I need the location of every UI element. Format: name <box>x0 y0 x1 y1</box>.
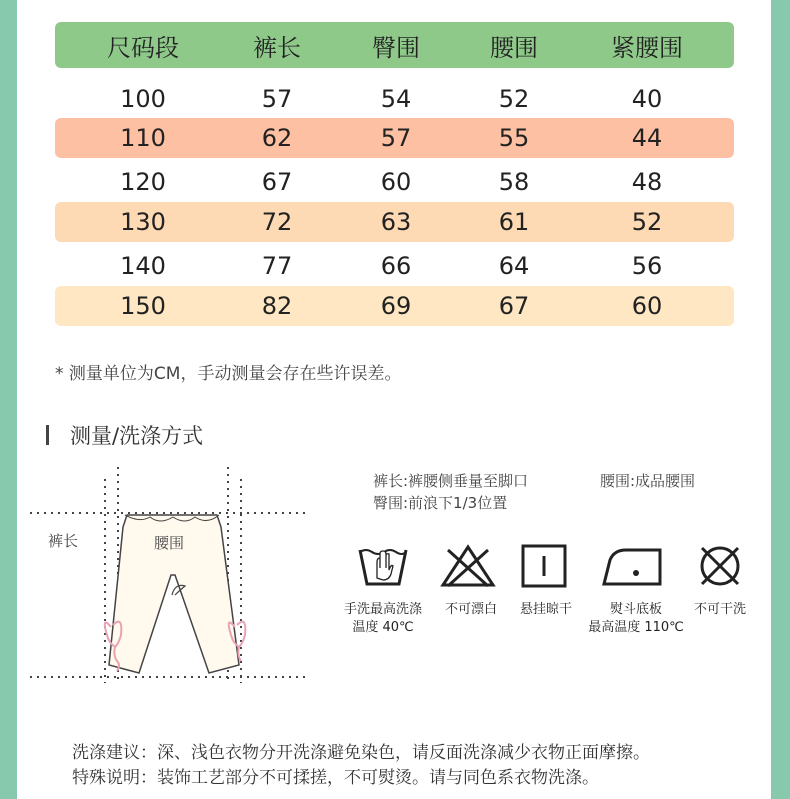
cell-length: 57 <box>261 85 293 113</box>
size-table-row <box>55 286 734 326</box>
iron-icon <box>600 544 664 588</box>
header-tight-waist: 紧腰围 <box>611 33 683 62</box>
header-waist: 腰围 <box>490 33 538 62</box>
cell-waist: 67 <box>498 292 530 320</box>
cell-hip: 54 <box>380 85 412 113</box>
cell-tight-waist: 48 <box>631 168 663 196</box>
size-table-row <box>55 118 734 158</box>
cell-tight-waist: 56 <box>631 252 663 280</box>
cell-length: 77 <box>261 252 293 280</box>
care-label-iron: 熨斗底板 最高温度 110℃ <box>588 602 684 635</box>
cell-hip: 57 <box>380 124 412 152</box>
cell-waist: 52 <box>498 85 530 113</box>
cell-hip: 66 <box>380 252 412 280</box>
care-label-hang-dry: 悬挂晾干 <box>519 602 572 617</box>
cell-hip: 60 <box>380 168 412 196</box>
cell-tight-waist: 40 <box>631 85 663 113</box>
cell-waist: 64 <box>498 252 530 280</box>
size-table-row <box>55 202 734 242</box>
no-dry-clean-icon <box>697 544 743 588</box>
size-table-header <box>55 22 734 68</box>
cell-size: 120 <box>120 168 166 196</box>
cell-size: 130 <box>120 208 166 236</box>
size-table-row <box>55 246 734 286</box>
section-marker <box>46 425 49 445</box>
hand-wash-icon <box>357 544 409 588</box>
cell-waist: 61 <box>498 208 530 236</box>
pants-diagram <box>25 465 315 685</box>
measurement-note: * 测量单位为CM，手动测量会存在些许误差。 <box>55 364 402 384</box>
cell-length: 82 <box>261 292 293 320</box>
cell-length: 72 <box>261 208 293 236</box>
cell-length: 67 <box>261 168 293 196</box>
no-bleach-icon <box>440 544 496 588</box>
section-title: 测量/洗涤方式 <box>70 424 204 448</box>
cell-size: 140 <box>120 252 166 280</box>
cell-waist: 58 <box>498 168 530 196</box>
care-label-no-bleach: 不可漂白 <box>444 602 497 617</box>
size-table-row <box>55 162 734 202</box>
cell-waist: 55 <box>498 124 530 152</box>
header-length: 裤长 <box>253 33 301 62</box>
measure-desc-hip: 臀围:前浪下1/3位置 <box>373 494 508 512</box>
cell-size: 110 <box>120 124 166 152</box>
care-label-no-dry-clean: 不可干洗 <box>693 602 746 617</box>
diagram-waist-label: 腰围 <box>154 534 185 552</box>
cell-hip: 69 <box>380 292 412 320</box>
cell-tight-waist: 44 <box>631 124 663 152</box>
diagram-length-label: 裤长 <box>48 532 79 550</box>
cell-length: 62 <box>261 124 293 152</box>
cell-tight-waist: 60 <box>631 292 663 320</box>
cell-size: 150 <box>120 292 166 320</box>
cell-tight-waist: 52 <box>631 208 663 236</box>
care-label-hand-wash: 手洗最高洗涤 温度 40℃ <box>343 602 422 635</box>
header-size: 尺码段 <box>107 33 179 62</box>
hang-dry-icon <box>521 544 567 588</box>
header-hip: 臀围 <box>372 33 420 62</box>
special-note: 特殊说明：装饰工艺部分不可揉搓，不可熨烫。请与同色系衣物洗涤。 <box>72 768 599 788</box>
cell-size: 100 <box>120 85 166 113</box>
measure-desc-length: 裤长:裤腰侧垂量至脚口 <box>373 472 529 490</box>
measure-desc-waist: 腰围:成品腰围 <box>600 472 696 490</box>
size-table-row <box>55 79 734 119</box>
wash-advice: 洗涤建议：深、浅色衣物分开洗涤避免染色，请反面洗涤减少衣物正面摩擦。 <box>72 743 650 763</box>
cell-hip: 63 <box>380 208 412 236</box>
